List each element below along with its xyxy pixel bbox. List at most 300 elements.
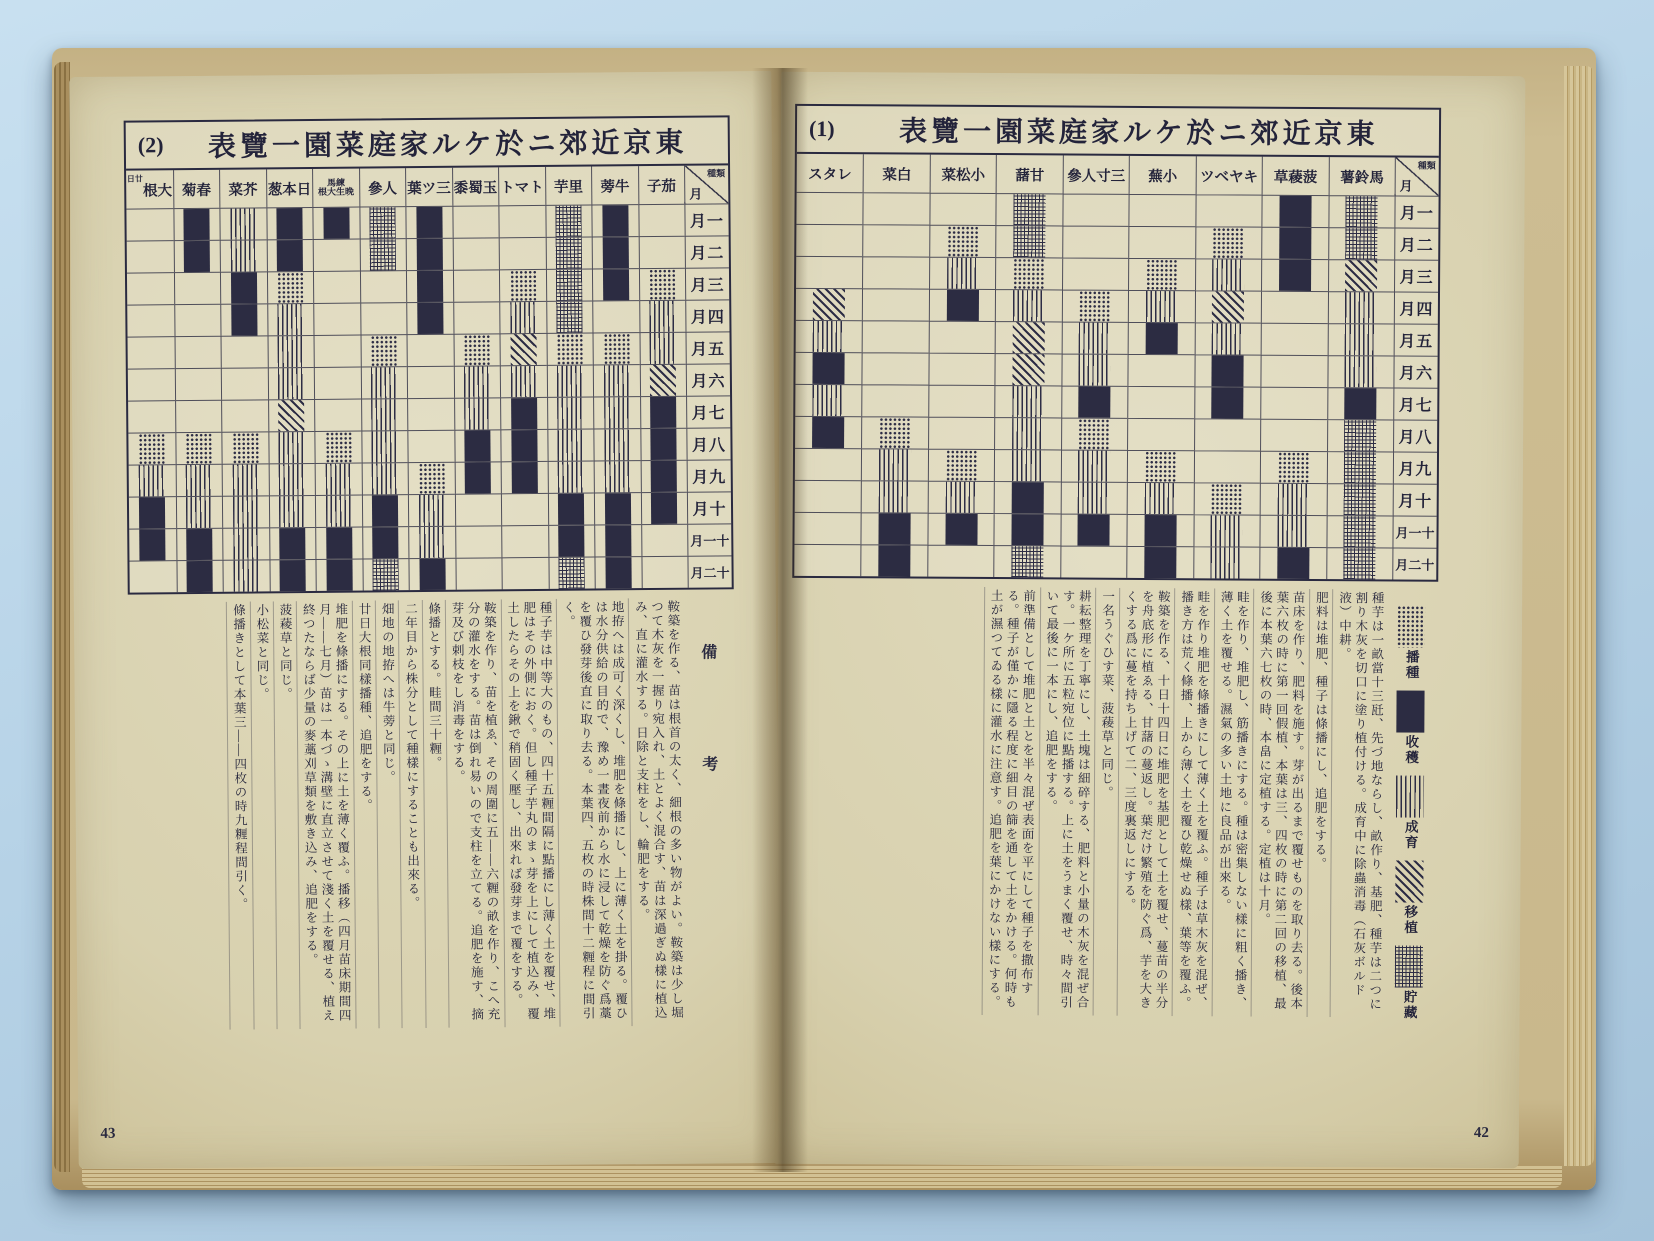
calendar-cell-里芋-m9 (547, 461, 594, 493)
column-header-小松菜 (929, 155, 996, 193)
calendar-cell-廿日大根-m7 (128, 400, 175, 432)
calendar-cell-芥菜-m2 (220, 239, 267, 271)
calendar-cell-牛蒡-m4 (592, 300, 639, 332)
pattern-store (1344, 420, 1376, 451)
column-header-菠薐草 (1262, 157, 1329, 195)
calendar-cell-小松菜-m10 (928, 481, 995, 513)
header-label: 子茄 (646, 178, 677, 195)
pattern-harvest (946, 290, 978, 321)
pattern-harvest (812, 417, 844, 448)
calendar-cell-春菊-m2 (173, 240, 220, 272)
pattern-grow (1277, 484, 1309, 515)
header-label: 草薐菠 (1273, 169, 1318, 186)
pattern-sow (1013, 258, 1045, 289)
pattern-grow (813, 321, 845, 352)
pattern-harvest (1144, 515, 1176, 546)
month-kind-corner-cell (1395, 157, 1439, 195)
calendar-cell-春菊-m5 (174, 336, 221, 368)
header-small-label: 日廿 (126, 174, 143, 184)
calendar-cell-菠薐草-m11 (1260, 515, 1327, 547)
note-三ツ葉: 二年目から株分として種樣にすることも出來る。 (398, 600, 425, 1028)
pattern-grow (278, 336, 304, 367)
header-label: 參人寸三 (1067, 167, 1126, 185)
calendar-cell-廿日大根-m3 (127, 272, 174, 304)
pattern-harvest (511, 462, 537, 493)
remarks-column (684, 597, 734, 1025)
calendar-cell-トマト-m3 (499, 269, 546, 301)
pattern-grow (1079, 323, 1111, 354)
month-label: 月八 (686, 427, 730, 459)
note-三寸人參: 畦を作り堆肥を條播きにして薄く土を覆ふ。種子は草木灰を混ぜ、播き方は荒く條播、上から薄く土を覆ひ乾燥せぬ樣、葉等を覆ふ。 (1172, 588, 1214, 1016)
pattern-store (1011, 546, 1043, 577)
right-notes-section (790, 586, 1435, 1021)
calendar-cell-菠薐草-m4 (1261, 291, 1328, 323)
calendar-cell-小松菜-m6 (928, 353, 995, 385)
month-label: 月六 (1393, 355, 1437, 387)
corner-month-label: 月 (1399, 178, 1413, 194)
calendar-cell-芥菜-m9 (222, 463, 269, 495)
calendar-cell-甘藷-m5 (995, 321, 1062, 353)
calendar-cell-里芋-m7 (547, 397, 594, 429)
pattern-harvest (139, 497, 165, 528)
calendar-cell-レタス-m2 (796, 224, 863, 256)
pattern-grow (233, 496, 259, 527)
pattern-harvest (186, 529, 212, 560)
remarks-label: 備考 (698, 643, 718, 868)
calendar-cell-三ツ葉-m3 (406, 270, 453, 302)
pattern-transplant (278, 400, 304, 431)
calendar-cell-茄子-m9 (640, 460, 687, 492)
calendar-cell-小蕪-m3 (1128, 258, 1195, 290)
header-label: 蒡牛 (600, 178, 630, 195)
pattern-store (1344, 516, 1376, 547)
pattern-grow (1078, 483, 1110, 514)
calendar-cell-菠薐草-m2 (1261, 227, 1328, 259)
pattern-grow (277, 304, 303, 335)
calendar-cell-白菜-m7 (862, 384, 929, 416)
month-label: 月三 (1394, 259, 1438, 291)
calendar-cell-牛蒡-m12 (594, 556, 641, 588)
pattern-harvest (1344, 388, 1376, 419)
calendar-cell-菠薐草-m8 (1260, 419, 1327, 451)
legend-item-store (1395, 946, 1423, 1021)
pattern-store (556, 270, 582, 301)
book (52, 48, 1596, 1190)
book-spine-edge (54, 62, 70, 1172)
note-菠薐草: 肥料は堆肥、種子は條播にし、追肥をする。 (1307, 589, 1333, 1017)
calendar-cell-三ツ葉-m8 (407, 430, 454, 462)
month-label: 月九 (687, 459, 731, 491)
pattern-sow (371, 335, 397, 366)
pattern-harvest (417, 271, 443, 302)
calendar-cell-三寸人參-m9 (1061, 449, 1128, 481)
pattern-sow (232, 432, 258, 463)
pattern-harvest (417, 303, 443, 334)
calendar-cell-牛蒡-m11 (594, 524, 641, 556)
calendar-cell-玉蜀黍-m6 (453, 365, 500, 397)
calendar-cell-里芋-m12 (548, 557, 595, 589)
note-小蕪: 畦を作り、堆肥し、筋播きにする。種は密集しない樣に粗く播き、薄く土を覆せる。濕氣の多い土地に良品が出來る。 (1211, 588, 1253, 1016)
calendar-cell-白菜-m3 (862, 256, 929, 288)
pattern-harvest (184, 241, 210, 272)
pattern-store (1346, 196, 1378, 227)
calendar-cell-甘藷-m1 (996, 193, 1063, 225)
calendar-cell-三寸人參-m2 (1062, 225, 1129, 257)
calendar-cell-三ツ葉-m2 (406, 238, 453, 270)
pattern-sow (418, 463, 444, 494)
calendar-cell-キャベツ-m2 (1195, 226, 1262, 258)
calendar-cell-三ツ葉-m1 (405, 206, 452, 238)
header-line: 馬練 (326, 177, 345, 188)
calendar-cell-練馬晚生大根-m6 (314, 367, 361, 399)
pattern-store (556, 238, 582, 269)
calendar-cell-廿日大根-m4 (127, 304, 174, 336)
calendar-cell-練馬晚生大根-m2 (313, 239, 360, 271)
calendar-cell-小松菜-m11 (927, 513, 994, 545)
pattern-sow (510, 270, 536, 301)
calendar-cell-馬鈴薯-m1 (1328, 195, 1395, 227)
legend-item-harvest (1396, 691, 1424, 766)
pattern-grow (1345, 324, 1377, 355)
calendar-cell-牛蒡-m9 (594, 460, 641, 492)
calendar-cell-小蕪-m2 (1128, 226, 1195, 258)
calendar-cell-日本葱-m3 (266, 271, 313, 303)
pattern-grow (278, 368, 304, 399)
calendar-cell-牛蒡-m3 (592, 268, 639, 300)
pattern-harvest (1279, 228, 1311, 259)
pattern-grow (1146, 291, 1178, 322)
pattern-harvest (603, 269, 629, 300)
calendar-cell-芥菜-m10 (222, 495, 269, 527)
note-練馬晚生大根: 廿日大根同樣播種、追肥をする。 (352, 600, 379, 1028)
pattern-grow (230, 240, 256, 271)
legend-swatch-sow (1397, 606, 1425, 648)
column-header-三ツ葉 (405, 168, 452, 206)
calendar-cell-日本葱-m1 (266, 207, 313, 239)
calendar-cell-三寸人參-m1 (1062, 193, 1129, 225)
calendar-cell-小松菜-m2 (929, 225, 996, 257)
calendar-cell-人參-m8 (361, 430, 408, 462)
pattern-grow (419, 527, 445, 558)
pattern-harvest (651, 429, 677, 460)
calendar-cell-白菜-m8 (861, 416, 928, 448)
calendar-cell-牛蒡-m5 (592, 332, 639, 364)
calendar-cell-牛蒡-m8 (593, 428, 640, 460)
page-bottom-edge (82, 1166, 1562, 1188)
calendar-cell-三寸人參-m7 (1061, 385, 1128, 417)
legend-label: 收穫 (1403, 734, 1419, 766)
calendar-cell-芥菜-m11 (222, 527, 269, 559)
pattern-harvest (945, 514, 977, 545)
pattern-harvest (277, 208, 303, 239)
pattern-sow (277, 272, 303, 303)
calendar-cell-茄子-m3 (638, 268, 685, 300)
pattern-grow (557, 366, 583, 397)
pattern-store (1344, 548, 1376, 579)
calendar-cell-小松菜-m1 (929, 193, 996, 225)
pattern-sow (649, 269, 675, 300)
calendar-cell-甘藷-m4 (995, 289, 1062, 321)
month-label: 月八 (1393, 419, 1437, 451)
pattern-harvest (416, 207, 442, 238)
pattern-grow (1277, 516, 1309, 547)
pattern-store (1344, 484, 1376, 515)
pattern-harvest (326, 560, 352, 591)
calendar-cell-玉蜀黍-m1 (452, 205, 499, 237)
calendar-cell-茄子-m2 (638, 236, 685, 268)
calendar-cell-菠薐草-m6 (1261, 355, 1328, 387)
pattern-grow (879, 481, 911, 512)
pattern-grow (371, 367, 397, 398)
calendar-cell-練馬晚生大根-m10 (315, 495, 362, 527)
calendar-cell-春菊-m8 (175, 432, 222, 464)
calendar-cell-里芋-m6 (546, 365, 593, 397)
pattern-harvest (651, 493, 677, 524)
calendar-cell-春菊-m11 (176, 528, 223, 560)
pattern-harvest (465, 430, 491, 461)
pattern-harvest (605, 557, 631, 588)
calendar-cell-里芋-m4 (546, 301, 593, 333)
pattern-grow (279, 464, 305, 495)
calendar-cell-菠薐草-m10 (1260, 483, 1327, 515)
calendar-cell-牛蒡-m2 (592, 236, 639, 268)
header-label: 藷甘 (1015, 167, 1045, 184)
calendar-cell-小蕪-m8 (1127, 418, 1194, 450)
pattern-harvest (511, 430, 537, 461)
calendar-cell-馬鈴薯-m11 (1326, 515, 1393, 547)
pattern-sow (945, 450, 977, 481)
pattern-harvest (416, 239, 442, 270)
calendar-cell-三ツ葉-m11 (408, 526, 455, 558)
calendar-cell-三ツ葉-m6 (407, 366, 454, 398)
header-label: 芋里 (553, 179, 584, 196)
column-header-lines-練馬晚生大根 (318, 178, 354, 197)
pattern-harvest (605, 525, 631, 556)
header-label: 菜白 (882, 166, 912, 184)
calendar-cell-日本葱-m4 (267, 303, 314, 335)
calendar-cell-トマト-m12 (501, 557, 548, 589)
calendar-cell-廿日大根-m12 (129, 560, 176, 592)
calendar-cell-茄子-m10 (640, 492, 687, 524)
calendar-cell-白菜-m6 (862, 352, 929, 384)
note-トマト: 鞍築を作り、苗を植ゑ、その周圍に五――六糎の畝を作り、こへ充分の灌水をする。苗は倒れ易いので支柱を立てる。追肥を施す、摘芽及び剌枝をし消毒をする。 (445, 599, 504, 1027)
pattern-harvest (879, 513, 911, 544)
calendar-cell-三ツ葉-m4 (406, 302, 453, 334)
calendar-cell-小蕪-m12 (1126, 546, 1193, 578)
pattern-store (1344, 452, 1376, 483)
calendar-cell-甘藷-m10 (994, 481, 1061, 513)
column-header-小蕪 (1129, 156, 1196, 194)
right-title-number: (1) (808, 115, 835, 142)
calendar-cell-馬鈴薯-m6 (1327, 355, 1394, 387)
calendar-cell-練馬晚生大根-m1 (312, 207, 359, 239)
calendar-cell-春菊-m6 (174, 368, 221, 400)
legend-item-grow (1396, 776, 1424, 851)
calendar-cell-春菊-m9 (175, 464, 222, 496)
calendar-cell-人參-m11 (362, 526, 409, 558)
calendar-cell-馬鈴薯-m10 (1326, 483, 1393, 515)
month-label: 月二 (1394, 227, 1438, 259)
pattern-harvest (1012, 514, 1044, 545)
pattern-grow (233, 560, 259, 591)
header-label: 菜芥 (228, 181, 258, 199)
calendar-cell-人參-m6 (360, 366, 407, 398)
pattern-harvest (326, 528, 352, 559)
pattern-store (559, 558, 585, 589)
pattern-grow (325, 464, 351, 495)
pattern-harvest (605, 493, 631, 524)
pattern-grow (558, 430, 584, 461)
calendar-cell-甘藷-m8 (994, 417, 1061, 449)
calendar-cell-キャベツ-m10 (1193, 482, 1260, 514)
pattern-transplant (1012, 354, 1044, 385)
right-page-title: 表覽一園菜庭家ルケ於ニ郊近京東 (898, 116, 1379, 151)
calendar-cell-芥菜-m1 (219, 207, 266, 239)
calendar-cell-玉蜀黍-m7 (454, 397, 501, 429)
column-header-馬鈴薯 (1328, 157, 1395, 195)
column-header-トマト (498, 167, 545, 205)
pattern-harvest (878, 545, 910, 576)
note-馬鈴薯: 種芋は一畝當十三瓩、先づ地ならし、畝作り、基肥、種芋は二つに割り木灰を切口に塗り植付ける。成育中に除蟲消毒（石灰ボルド液）中耕。 (1330, 589, 1388, 1017)
header-label: 蕪小 (1148, 168, 1178, 185)
pattern-harvest (651, 461, 677, 492)
calendar-cell-芥菜-m12 (222, 559, 269, 591)
corner-kind-label: 種類 (1417, 160, 1436, 171)
pattern-grow (232, 464, 258, 495)
note-玉蜀黍: 條播とする。畦間三十糎。 (421, 600, 448, 1028)
pattern-sow (1146, 259, 1178, 290)
legend-item-transplant (1395, 861, 1423, 936)
calendar-cell-春菊-m7 (175, 400, 222, 432)
calendar-cell-小松菜-m12 (927, 545, 994, 577)
calendar-cell-馬鈴薯-m5 (1327, 323, 1394, 355)
calendar-cell-三ツ葉-m5 (407, 334, 454, 366)
calendar-cell-キャベツ-m12 (1193, 546, 1260, 578)
pattern-grow (604, 365, 630, 396)
calendar-cell-里芋-m10 (547, 493, 594, 525)
calendar-cell-玉蜀黍-m2 (452, 237, 499, 269)
calendar-cell-玉蜀黍-m8 (454, 429, 501, 461)
calendar-cell-レタス-m8 (795, 416, 862, 448)
month-label: 月十 (1393, 483, 1437, 515)
left-page (69, 71, 781, 1169)
pattern-grow (372, 463, 398, 494)
calendar-cell-白菜-m5 (862, 320, 929, 352)
calendar-cell-玉蜀黍-m5 (453, 333, 500, 365)
pattern-grow (812, 385, 844, 416)
pattern-transplant (1212, 291, 1244, 322)
calendar-cell-甘藷-m2 (996, 225, 1063, 257)
header-label: 葉ツ三 (407, 180, 451, 197)
calendar-cell-菠薐草-m3 (1261, 259, 1328, 291)
calendar-cell-三ツ葉-m12 (408, 558, 455, 590)
calendar-cell-日本葱-m10 (268, 495, 315, 527)
calendar-cell-茄子-m6 (639, 364, 686, 396)
note-芥菜: 菠薐草と同じ。 (273, 601, 300, 1029)
note-小松菜: 一名うぐひす菜、菠薐草と同じ。 (1093, 588, 1119, 1016)
calendar-cell-小松菜-m7 (928, 385, 995, 417)
calendar-cell-トマト-m6 (500, 365, 547, 397)
calendar-cell-廿日大根-m1 (126, 208, 173, 240)
pattern-harvest (1012, 482, 1044, 513)
calendar-cell-練馬晚生大根-m7 (314, 399, 361, 431)
pattern-harvest (372, 495, 398, 526)
pattern-harvest (558, 526, 584, 557)
calendar-cell-練馬晚生大根-m12 (315, 559, 362, 591)
header-label: 根大 (142, 182, 173, 199)
month-label: 月一 (684, 203, 728, 235)
pattern-harvest (139, 529, 165, 560)
pattern-sow (186, 433, 212, 464)
pattern-transplant (1013, 322, 1045, 353)
pattern-sow (464, 334, 490, 365)
calendar-cell-馬鈴薯-m2 (1328, 227, 1395, 259)
calendar-cell-白菜-m1 (863, 192, 930, 224)
calendar-cell-馬鈴薯-m4 (1327, 291, 1394, 323)
calendar-cell-茄子-m12 (641, 556, 688, 588)
calendar-cell-廿日大根-m11 (129, 528, 176, 560)
pattern-harvest (1212, 387, 1244, 418)
calendar-cell-春菊-m10 (175, 496, 222, 528)
calendar-cell-牛蒡-m1 (591, 204, 638, 236)
calendar-cell-甘藷-m6 (995, 353, 1062, 385)
calendar-cell-牛蒡-m10 (594, 492, 641, 524)
calendar-cell-芥菜-m7 (221, 399, 268, 431)
left-table-frame (124, 115, 734, 594)
calendar-cell-三寸人參-m8 (1061, 417, 1128, 449)
calendar-cell-トマト-m2 (499, 237, 546, 269)
calendar-cell-里芋-m1 (545, 205, 592, 237)
pattern-harvest (1279, 260, 1311, 291)
pattern-harvest (511, 398, 537, 429)
pattern-grow (233, 528, 259, 559)
calendar-cell-練馬晚生大根-m9 (315, 463, 362, 495)
calendar-cell-茄子-m8 (640, 428, 687, 460)
column-header-練馬晚生大根 (312, 169, 359, 207)
note-白菜: 耕耘整理を丁寧にし、土塊は細碎する、肥料と小量の木灰を混ぜ合す。一ケ所に五粒宛位に點播する。上に土をうまく覆せ、時々間引いて最後に一本にし、追肥をする。 (1037, 587, 1095, 1015)
calendar-cell-茄子-m4 (639, 300, 686, 332)
legend-label: 成育 (1402, 819, 1418, 851)
calendar-cell-茄子-m7 (640, 396, 687, 428)
pattern-grow (1012, 386, 1044, 417)
pattern-harvest (1144, 547, 1176, 578)
note-廿日大根: 條播きとして本葉三――四枚の時九糎程間引く。 (226, 602, 253, 1030)
pattern-harvest (280, 560, 306, 591)
pattern-grow (511, 366, 537, 397)
note-牛蒡: 地拵へは成可く深くし、堆肥を條播にし、上に薄く土を掛る。覆ひは水分供給の目的で、豫め一晝夜前から水に浸して乾燥を防ぐ爲藁を覆ひ發芽後直に取り去る。本葉四、五枚の時株間十二糎程に間引く。 (556, 598, 632, 1027)
pattern-store (1013, 194, 1045, 225)
column-header-キャベツ (1195, 156, 1262, 194)
pattern-grow (1345, 356, 1377, 387)
calendar-cell-キャベツ-m1 (1195, 194, 1262, 226)
left-notes-columns (128, 598, 688, 1031)
header-label: 菜松小 (941, 167, 986, 184)
calendar-cell-三寸人參-m4 (1062, 289, 1129, 321)
pattern-grow (464, 398, 490, 429)
pattern-harvest (1078, 515, 1110, 546)
pattern-store (556, 302, 582, 333)
pattern-sow (557, 334, 583, 365)
note-レタス: 前準備として堆肥と土とを半々混ぜ表面を平にして種子を撒布する。種子が僅かに隱る程度に細目の篩を通して土をかける。何時も土が濕つてゐる樣に灌水に注意す。追肥を葉にかけない樣にする。 (981, 587, 1039, 1015)
calendar-cell-キャベツ-m4 (1194, 290, 1261, 322)
header-label: トマト (500, 179, 544, 196)
calendar-cell-茄子-m5 (639, 332, 686, 364)
calendar-cell-芥菜-m3 (220, 271, 267, 303)
pattern-harvest (813, 353, 845, 384)
calendar-cell-トマト-m9 (501, 461, 548, 493)
calendar-cell-日本葱-m9 (268, 463, 315, 495)
legend-column (1386, 589, 1435, 1021)
